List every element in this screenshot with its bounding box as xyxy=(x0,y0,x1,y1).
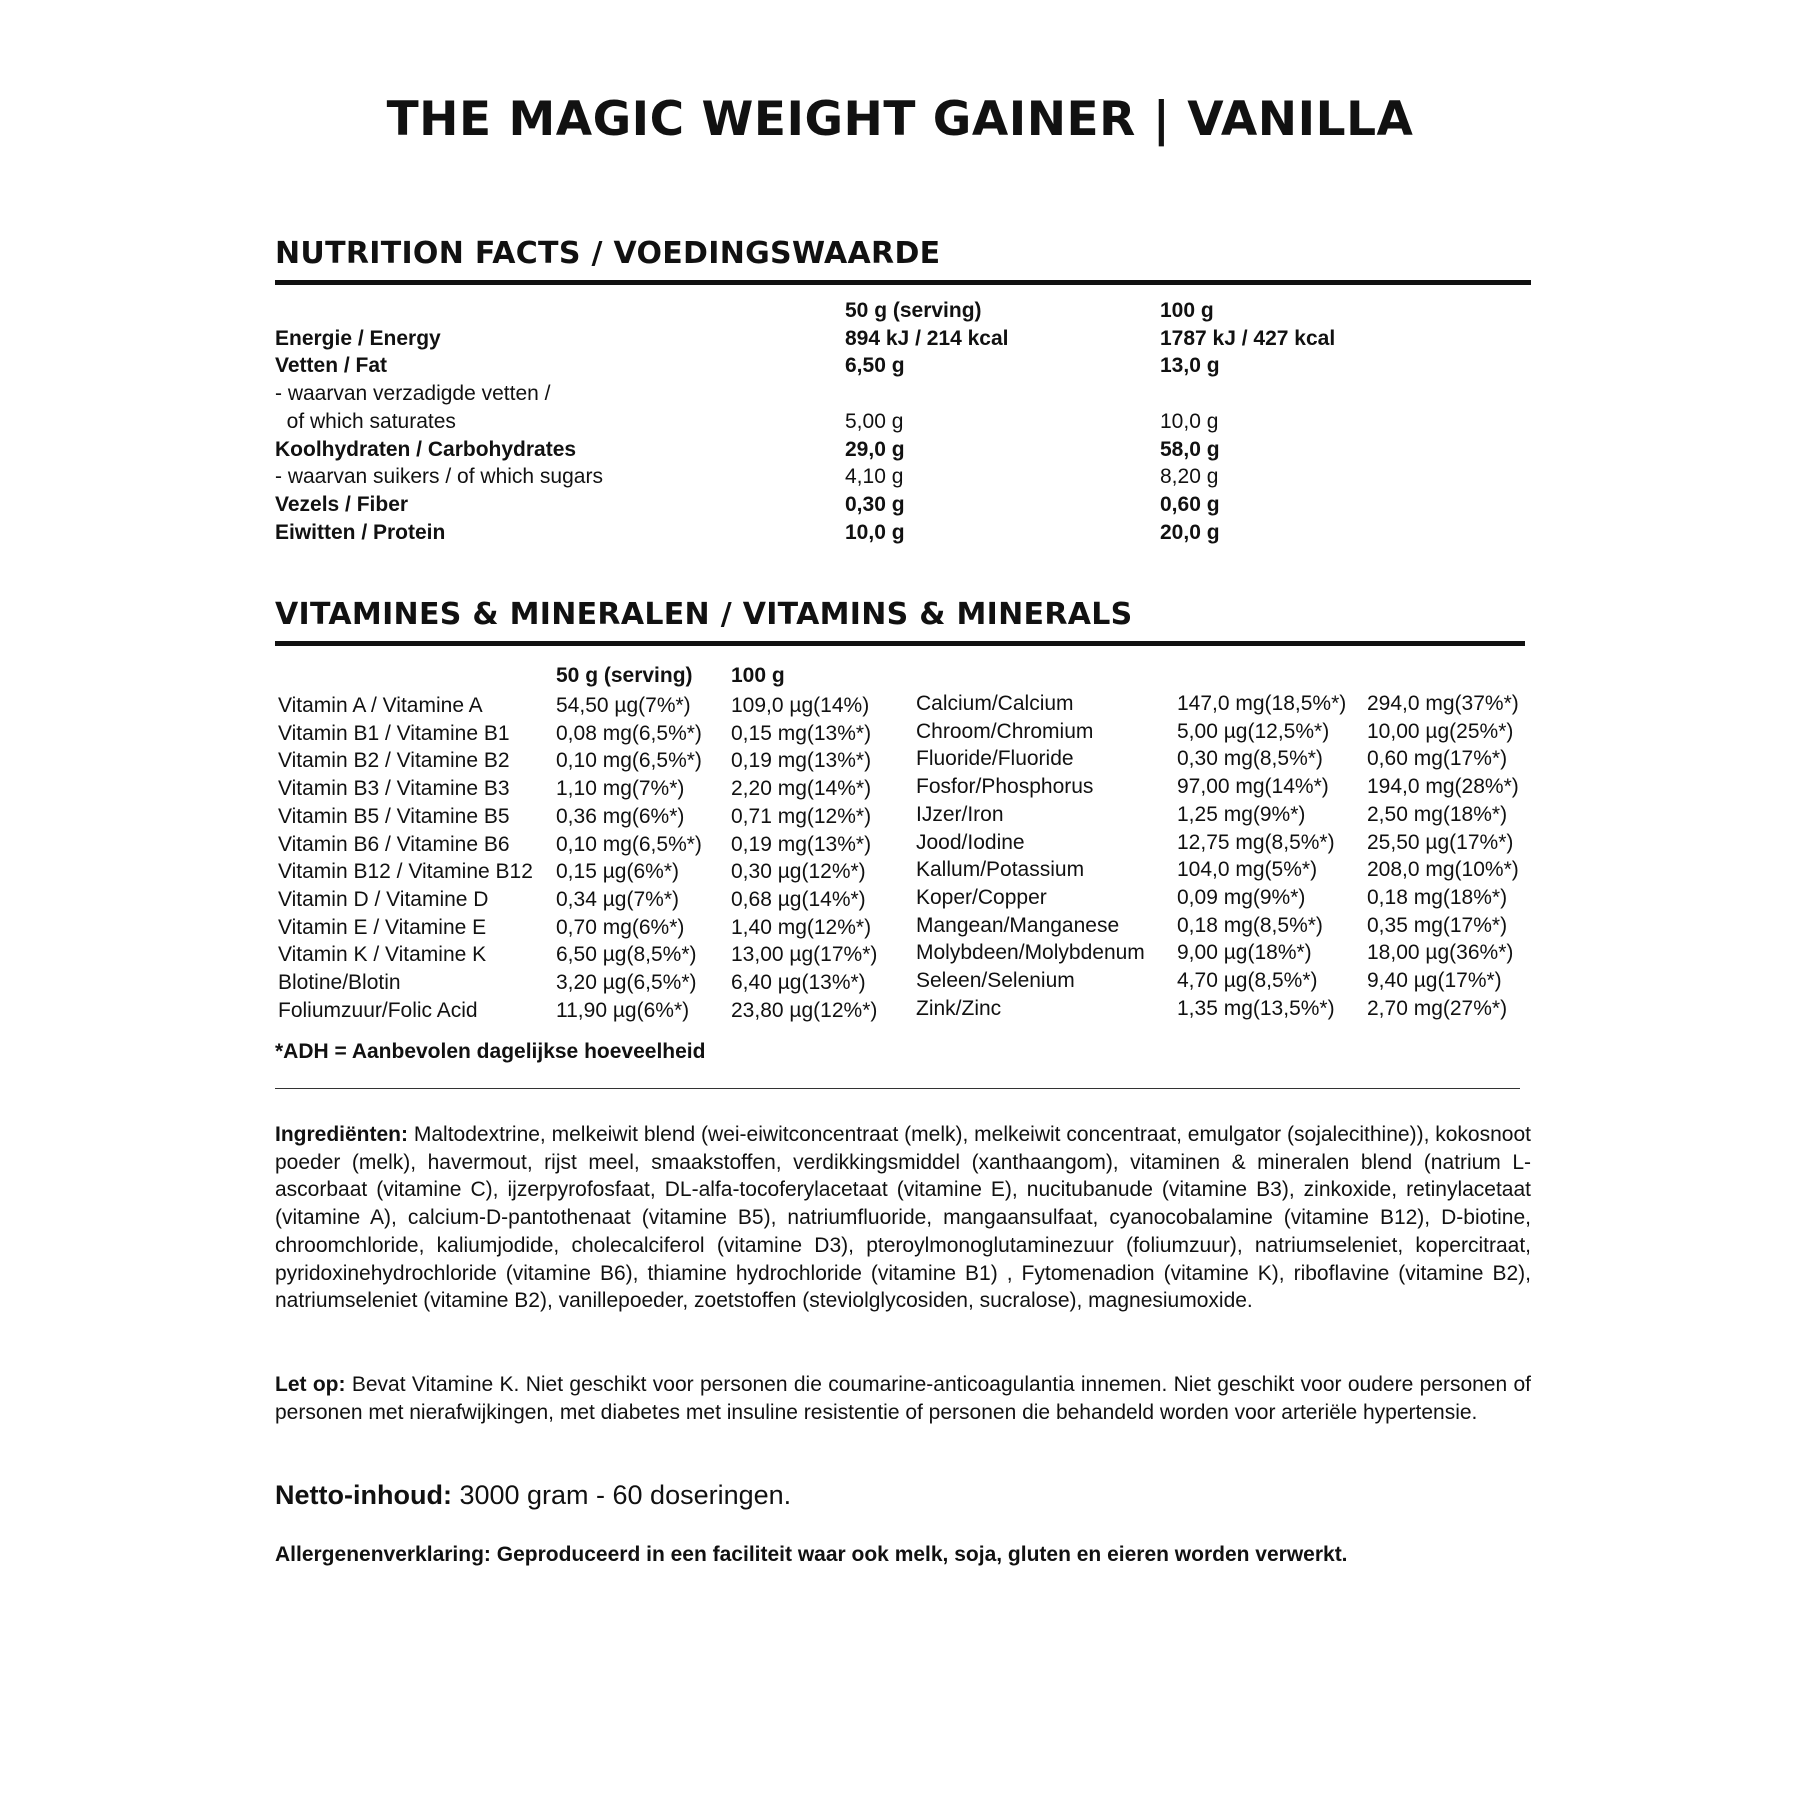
vitamin-100g: 0,68 µg(14%*) xyxy=(731,887,866,911)
vitamin-serving: 3,20 µg(6,5%*) xyxy=(556,971,697,995)
mineral-serving: 9,00 µg(18%*) xyxy=(1177,941,1312,965)
vitamin-serving: 0,10 mg(6,5%*) xyxy=(556,749,702,773)
mineral-100g: 9,40 µg(17%*) xyxy=(1367,969,1502,993)
vitamin-label: Blotine/Blotin xyxy=(278,971,401,995)
vitamin-row xyxy=(278,692,901,720)
mineral-label: Jood/Iodine xyxy=(916,830,1025,854)
vitamin-100g: 23,80 µg(12%*) xyxy=(731,998,878,1022)
nutrient-serving xyxy=(845,380,1160,408)
vitamin-100g: 0,15 mg(13%*) xyxy=(731,721,872,745)
product-title: THE MAGIC WEIGHT GAINER | VANILLA xyxy=(386,92,1414,147)
vitamin-row xyxy=(278,941,901,969)
nutrient-serving: 29,0 g xyxy=(845,437,905,461)
vitamin-label: Vitamin B5 / Vitamine B5 xyxy=(278,804,510,828)
allergen-statement xyxy=(275,1543,1348,1567)
nutrient-100g: 13,0 g xyxy=(1160,354,1220,378)
mineral-100g: 0,60 mg(17%*) xyxy=(1367,747,1508,771)
nutrient-serving: 0,30 g xyxy=(845,492,905,516)
mineral-serving: 1,25 mg(9%*) xyxy=(1177,802,1306,826)
nutrient-100g: 10,0 g xyxy=(1160,409,1219,433)
nutrient-serving: 894 kJ / 214 kcal xyxy=(845,326,1009,350)
allergen-label: Allergenenverklaring: xyxy=(275,1543,491,1566)
vitamin-label: Vitamin D / Vitamine D xyxy=(278,887,489,911)
nutrient-100g: 1787 kJ / 427 kcal xyxy=(1160,326,1336,350)
vitamin-100g: 0,19 mg(13%*) xyxy=(731,832,872,856)
vitamin-serving: 11,90 µg(6%*) xyxy=(556,998,690,1022)
nutrient-serving: 4,10 g xyxy=(845,465,904,489)
minerals-table-right xyxy=(916,690,1537,1022)
mineral-100g: 194,0 mg(28%*) xyxy=(1367,775,1519,799)
mineral-100g: 0,18 mg(18%*) xyxy=(1367,885,1508,909)
nutrient-100g: 8,20 g xyxy=(1160,465,1219,489)
mineral-100g: 25,50 µg(17%*) xyxy=(1367,830,1514,854)
mineral-100g: 294,0 mg(37%*) xyxy=(1367,692,1519,715)
vitamin-serving: 1,10 mg(7%*) xyxy=(556,777,685,801)
mineral-row xyxy=(916,745,1537,773)
mineral-row xyxy=(916,829,1537,857)
warning-text: Bevat Vitamine K. Niet geschikt voor personen die coumarine-anticoagulantia innemen. Niet geschikt voor oudere personen of personen met nierafwijkingen, met diabetes met insuline resistentie of personen die behandeld worden voor arteriële hypertensie. xyxy=(275,1373,1532,1424)
vitamin-row xyxy=(278,720,901,748)
vitamin-serving: 0,34 µg(7%*) xyxy=(556,887,679,911)
mineral-serving: 0,18 mg(8,5%*) xyxy=(1177,913,1323,937)
mineral-serving: 4,70 µg(8,5%*) xyxy=(1177,969,1318,993)
mineral-serving: 1,35 mg(13,5%*) xyxy=(1177,996,1335,1020)
mineral-label: Zink/Zinc xyxy=(916,996,1002,1020)
vitamin-serving: 0,70 mg(6%*) xyxy=(556,915,685,939)
vitamin-label: Vitamin B2 / Vitamine B2 xyxy=(278,749,510,773)
nutrient-label: - waarvan suikers / of which sugars xyxy=(275,465,603,489)
vitamin-label: Foliumzuur/Folic Acid xyxy=(278,998,478,1022)
vitamin-row xyxy=(278,997,901,1025)
nutrition-row xyxy=(275,463,1460,491)
nutrition-row xyxy=(275,519,1460,547)
vitamin-row xyxy=(278,858,901,886)
net-content-text: 3000 gram - 60 doseringen. xyxy=(459,1480,792,1510)
mineral-label: Kallum/Potassium xyxy=(916,858,1085,882)
mineral-label: Chroom/Chromium xyxy=(916,719,1094,743)
nutrient-label: Vetten / Fat xyxy=(275,354,388,378)
vitamin-row xyxy=(278,747,901,775)
nutrient-100g: 58,0 g xyxy=(1160,437,1220,461)
mineral-label: Mangean/Manganese xyxy=(916,913,1120,937)
vitamin-row xyxy=(278,775,901,803)
nutrition-row xyxy=(275,408,1460,436)
nutrient-100g: 0,60 g xyxy=(1160,492,1220,516)
nutrition-header-row xyxy=(275,297,1460,325)
vitamin-row xyxy=(278,886,901,914)
vitamin-100g: 1,40 mg(12%*) xyxy=(731,915,872,939)
vitamin-label: Vitamin K / Vitamine K xyxy=(278,943,487,967)
mineral-label: IJzer/Iron xyxy=(916,802,1004,826)
nutrient-label: Energie / Energy xyxy=(275,326,441,350)
vitamin-label: Vitamin B12 / Vitamine B12 xyxy=(278,860,533,884)
vitamin-100g: 0,19 mg(13%*) xyxy=(731,749,872,773)
vitamins-table-left xyxy=(278,692,901,1024)
mineral-100g: 10,00 µg(25%*) xyxy=(1367,719,1514,743)
mineral-serving: 0,09 mg(9%*) xyxy=(1177,885,1306,909)
vitamin-100g: 6,40 µg(13%*) xyxy=(731,971,866,995)
mineral-row xyxy=(916,773,1537,801)
mineral-serving: 147,0 mg(18,5%*) xyxy=(1177,692,1347,715)
nutrient-serving: 10,0 g xyxy=(845,520,905,544)
mineral-row xyxy=(916,995,1537,1023)
allergen-text: Geproduceerd in een faciliteit waar ook melk, soja, gluten en eieren worden verwerkt. xyxy=(496,1543,1348,1566)
nutrient-label: - waarvan verzadigde vetten / xyxy=(275,382,551,406)
mineral-row xyxy=(916,884,1537,912)
net-content xyxy=(275,1480,791,1511)
vitamins-header-100g: 100 g xyxy=(731,664,785,687)
vitamin-100g: 2,20 mg(14%*) xyxy=(731,777,872,801)
ingredients-label: Ingrediënten: xyxy=(275,1123,409,1146)
vitamins-section-title: VITAMINES & MINERALEN / VITAMINS & MINERALS xyxy=(275,597,1133,632)
nutrition-header-label xyxy=(275,297,845,325)
mineral-serving: 97,00 mg(14%*) xyxy=(1177,775,1329,799)
nutrient-label: Eiwitten / Protein xyxy=(275,520,446,544)
vitamin-label: Vitamin B3 / Vitamine B3 xyxy=(278,777,510,801)
nutrient-serving: 6,50 g xyxy=(845,354,905,378)
vitamin-label: Vitamin B6 / Vitamine B6 xyxy=(278,832,510,856)
vitamin-100g: 13,00 µg(17%*) xyxy=(731,943,878,967)
vitamin-label: Vitamin A / Vitamine A xyxy=(278,694,483,717)
mineral-serving: 12,75 mg(8,5%*) xyxy=(1177,830,1335,854)
mineral-label: Fluoride/Fluoride xyxy=(916,747,1074,771)
mineral-label: Fosfor/Phosphorus xyxy=(916,775,1094,799)
warning-paragraph xyxy=(275,1371,1531,1426)
ingredients-paragraph xyxy=(275,1121,1531,1315)
nutrition-divider xyxy=(275,280,1531,285)
mineral-label: Seleen/Selenium xyxy=(916,969,1075,993)
adh-footnote: *ADH = Aanbevolen dagelijkse hoeveelheid xyxy=(275,1040,706,1063)
mineral-100g: 18,00 µg(36%*) xyxy=(1367,941,1514,965)
vitamins-header-serving: 50 g (serving) xyxy=(556,664,693,687)
vitamin-row xyxy=(278,803,901,831)
warning-label: Let op: xyxy=(275,1373,346,1396)
nutrition-row xyxy=(275,491,1460,519)
nutrient-label: Vezels / Fiber xyxy=(275,492,409,516)
vitamin-100g: 0,30 µg(12%*) xyxy=(731,860,866,884)
vitamin-serving: 6,50 µg(8,5%*) xyxy=(556,943,697,967)
nutrition-row xyxy=(275,436,1460,464)
vitamin-label: Vitamin E / Vitamine E xyxy=(278,915,487,939)
vitamin-serving: 54,50 µg(7%*) xyxy=(556,694,691,717)
mineral-label: Koper/Copper xyxy=(916,885,1047,909)
nutrient-100g: 20,0 g xyxy=(1160,520,1220,544)
mineral-100g: 2,50 mg(18%*) xyxy=(1367,802,1508,826)
mineral-serving: 5,00 µg(12,5%*) xyxy=(1177,719,1330,743)
vitamin-row xyxy=(278,831,901,859)
nutrition-header-100g: 100 g xyxy=(1160,299,1214,322)
nutrition-row xyxy=(275,380,1460,408)
vitamin-serving: 0,08 mg(6,5%*) xyxy=(556,721,702,745)
nutrition-header-serving: 50 g (serving) xyxy=(845,299,982,322)
nutrition-table xyxy=(275,297,1460,546)
vitamin-100g: 109,0 µg(14%) xyxy=(731,694,870,717)
vitamin-serving: 0,15 µg(6%*) xyxy=(556,860,679,884)
mineral-row xyxy=(916,801,1537,829)
vitamin-row xyxy=(278,914,901,942)
vitamin-serving: 0,36 mg(6%*) xyxy=(556,804,685,828)
vitamins-divider xyxy=(275,641,1525,646)
mineral-label: Molybdeen/Molybdenum xyxy=(916,941,1145,965)
mineral-row xyxy=(916,690,1537,718)
vitamin-label: Vitamin B1 / Vitamine B1 xyxy=(278,721,510,745)
nutrition-row xyxy=(275,325,1460,353)
vitamin-serving: 0,10 mg(6,5%*) xyxy=(556,832,702,856)
nutrient-serving: 5,00 g xyxy=(845,409,904,433)
mineral-row xyxy=(916,912,1537,940)
mineral-row xyxy=(916,939,1537,967)
nutrient-100g xyxy=(1160,380,1460,408)
nutrient-label: of which saturates xyxy=(275,409,456,433)
mineral-100g: 0,35 mg(17%*) xyxy=(1367,913,1508,937)
mineral-100g: 2,70 mg(27%*) xyxy=(1367,996,1508,1020)
mineral-serving: 0,30 mg(8,5%*) xyxy=(1177,747,1323,771)
nutrition-section-title: NUTRITION FACTS / VOEDINGSWAARDE xyxy=(275,236,941,271)
footnote-divider xyxy=(275,1088,1520,1089)
ingredients-text: Maltodextrine, melkeiwit blend (wei-eiwitconcentraat (melk), melkeiwit concentraat, emulgator (sojalecithine)), kokosnoot poeder (melk), havermout, rijst meel, smaakstoffen, verdikkingsmiddel (xanthaangom), vitaminen & mineralen blend (natrium L-ascorbaat (vitamine C), ijzerpyrofosfaat, DL-alfa-tocoferylacetaat (vitamine E), nucitubanude (vitamine B3), zinkoxide, retinylacetaat (vitamine A), calcium-D-pantothenaat (vitamine B5), natriumfluoride, mangaansulfaat, cyanocobalamine (vitamine B12), D-biotine, chroomchloride, kaliumjodide, cholecalciferol (vitamine D3), pteroylmonoglutaminezuur (foliumzuur), natriumseleniet, kopercitraat, pyridoxinehydrochloride (vitamine B6), thiamine hydrochloride (vitamine B1) , Fytomenadion (vitamine K), riboflavine (vitamine B2), natriumseleniet (vitamine B2), vanillepoeder, zoetstoffen (steviolglycosiden, sucralose), magnesiumoxide. xyxy=(275,1123,1531,1313)
mineral-label: Calcium/Calcium xyxy=(916,692,1074,715)
net-content-label: Netto-inhoud: xyxy=(275,1480,452,1510)
mineral-row xyxy=(916,856,1537,884)
mineral-100g: 208,0 mg(10%*) xyxy=(1367,858,1519,882)
mineral-row xyxy=(916,718,1537,746)
mineral-serving: 104,0 mg(5%*) xyxy=(1177,858,1318,882)
nutrition-row xyxy=(275,352,1460,380)
nutrient-label: Koolhydraten / Carbohydrates xyxy=(275,437,577,461)
vitamin-100g: 0,71 mg(12%*) xyxy=(731,804,872,828)
mineral-row xyxy=(916,967,1537,995)
vitamin-row xyxy=(278,969,901,997)
